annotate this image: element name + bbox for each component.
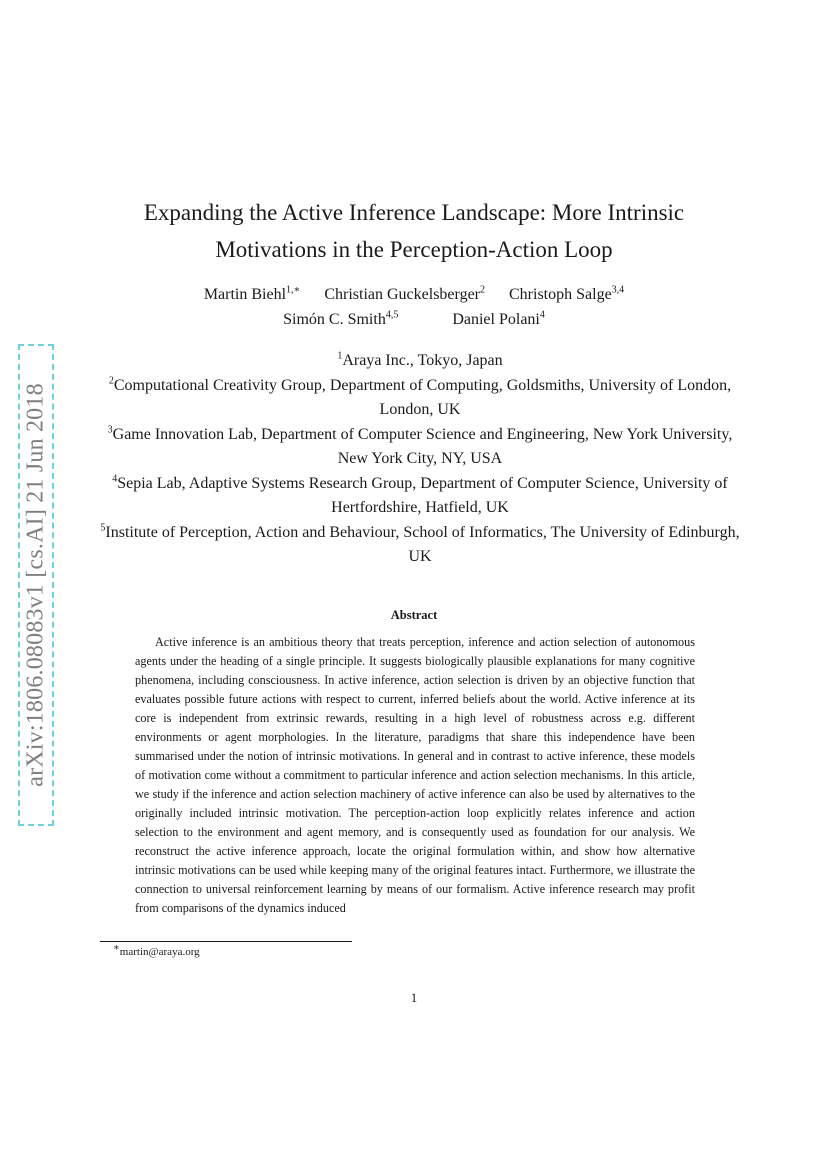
paper-title bbox=[110, 194, 718, 268]
affiliation-sup: 2 bbox=[108, 375, 114, 387]
arxiv-stamp-text: arXiv:1806.08083v1 [cs.AI] 21 Jun 2018 bbox=[22, 383, 49, 787]
title-line-2: Motivations in the Perception-Action Loop bbox=[215, 237, 613, 262]
author-name: Christoph Salge bbox=[509, 286, 612, 303]
affiliation-sup: 3 bbox=[107, 424, 113, 436]
authors-row-2 bbox=[110, 311, 718, 329]
affiliation-3 bbox=[100, 423, 740, 471]
author-sup: 1,∗ bbox=[286, 284, 301, 296]
title-line-1: Expanding the Active Inference Landscape: More Intrinsic bbox=[143, 200, 685, 225]
author-sup: 4,5 bbox=[385, 309, 399, 321]
author-name: Simón C. Smith bbox=[283, 311, 386, 328]
author-name: Christian Guckelsberger bbox=[324, 286, 480, 303]
affiliation-text: Institute of Perception, Action and Behaviour, School of Informatics, The University of Edinburgh, UK bbox=[105, 524, 740, 565]
affiliation-text: Sepia Lab, Adaptive Systems Research Group, Department of Computer Science, University of Hertfordshire, Hatfield, UK bbox=[117, 475, 728, 516]
author-sup: 2 bbox=[480, 284, 485, 296]
author-smith bbox=[283, 311, 398, 329]
author-name: Daniel Polani bbox=[452, 311, 540, 328]
author-sup: 4 bbox=[539, 309, 545, 321]
affiliation-text: Game Innovation Lab, Department of Computer Science and Engineering, New York University, New York City, NY, USA bbox=[112, 426, 733, 467]
footnote-rule bbox=[100, 941, 352, 942]
affiliation-text: Araya Inc., Tokyo, Japan bbox=[342, 352, 503, 369]
affiliation-text: Computational Creativity Group, Department of Computing, Goldsmiths, University of London, London, UK bbox=[113, 377, 732, 418]
author-polani bbox=[452, 311, 545, 329]
affiliation-5 bbox=[100, 521, 740, 569]
affiliation-2 bbox=[100, 374, 740, 422]
affiliation-sup: 1 bbox=[337, 350, 343, 362]
author-salge bbox=[509, 286, 624, 304]
footnote bbox=[113, 942, 200, 958]
affiliation-4 bbox=[100, 472, 740, 520]
footnote-email: martin@araya.org bbox=[119, 946, 200, 958]
abstract-heading: Abstract bbox=[390, 608, 438, 622]
affiliation-1 bbox=[100, 349, 740, 373]
arxiv-stamp bbox=[18, 344, 54, 826]
author-guckelsberger bbox=[324, 286, 485, 304]
affiliations bbox=[100, 349, 740, 570]
affiliation-sup: 5 bbox=[100, 522, 106, 534]
authors-row-1 bbox=[110, 286, 718, 304]
author-sup: 3,4 bbox=[611, 284, 625, 296]
footnote-sup: ∗ bbox=[113, 942, 120, 954]
author-biehl bbox=[204, 286, 301, 304]
affiliation-sup: 4 bbox=[112, 473, 118, 485]
abstract-body: Active inference is an ambitious theory that treats perception, inference and action selection of autonomous agents under the heading of a single principle. It suggests biologically plausible explanations for many cognitive phenomena, including consciousness. In active inference, action selection is driven by an objective function that evaluates possible future actions with respect to current, inferred beliefs about the world. Active inference at its core is independent from extrinsic rewards, resulting in a high level of robustness across e.g. different environments or agent morphologies. In the literature, paradigms that share this independence have been summarised under the notion of intrinsic motivations. In general and in contrast to active inference, these models of motivation come without a commitment to particular inference and action selection mechanisms. In this article, we study if the inference and action selection machinery of active inference can also be used by alternatives to the originally included intrinsic motivation. The perception-action loop explicitly relates inference and action selection to the environment and agent memory, and is consequently used as foundation for our analysis. We reconstruct the active inference approach, locate the original formulation within, and show how alternative intrinsic motivations can be used while keeping many of the original features intact. Furthermore, we illustrate the connection to universal reinforcement learning by means of our formalism. Active inference research may profit from comparisons of the dynamics induced bbox=[135, 635, 695, 915]
page-number: 1 bbox=[410, 990, 418, 1005]
author-name: Martin Biehl bbox=[203, 286, 287, 303]
